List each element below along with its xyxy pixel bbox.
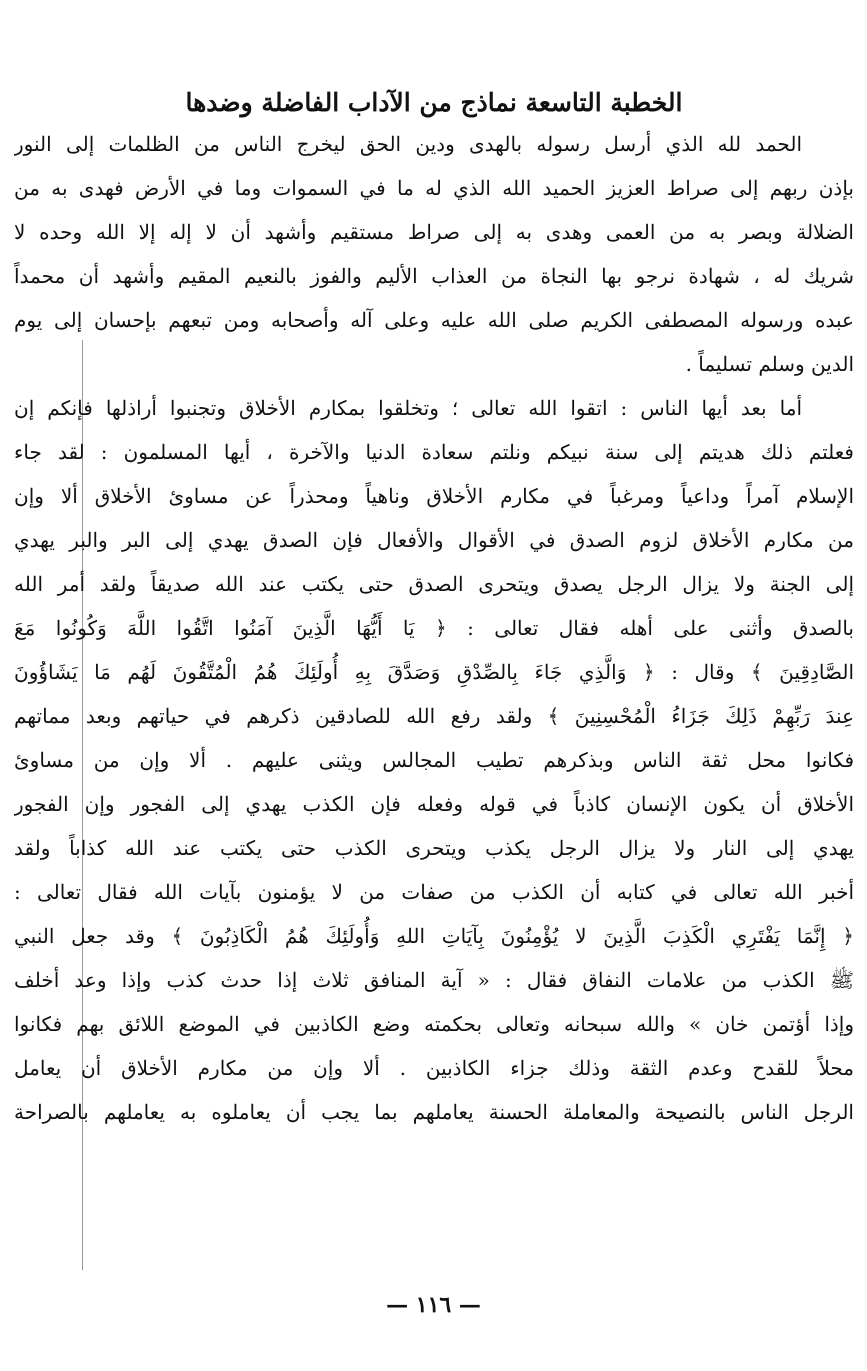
text-line: الأخلاق أن يكون الإنسان كاذباً في قوله وفعله فإن الكذب يهدي إلى الفجور وإن الفجور — [14, 792, 854, 816]
text-line: إلى الجنة ولا يزال الرجل يصدق ويتحرى الصدق حتى يكتب عند الله صديقاً ولقد أمر الله — [14, 572, 854, 596]
text-line: ﷺ الكذب من علامات النفاق فقال : « آية المنافق ثلاث إذا حدث كذب وإذا وعد أخلف — [14, 968, 854, 992]
text-line: عِندَ رَبِّهِمْ ذَلِكَ جَزَاءُ الْمُحْسِنِينَ ﴾ ولقد رفع الله للصادقين ذكرهم في حياتهم وبعد مماتهم — [14, 704, 854, 728]
text-line: شريك له ، شهادة نرجو بها النجاة من العذاب الأليم والفوز بالنعيم المقيم وأشهد أن محمداً — [14, 264, 854, 288]
paragraph-sermon — [14, 386, 854, 1134]
text-line: ﴿ إِنَّمَا يَفْتَرِي الْكَذِبَ الَّذِينَ لا يُؤْمِنُونَ بِآيَاتِ اللهِ وَأُولَئِكَ هُمُ الْكَاذِبُونَ ﴾ وقد جعل النبي — [14, 924, 854, 948]
page-body — [14, 86, 854, 1134]
text-line: الدين وسلم تسليماً . — [685, 352, 854, 376]
text-line: فعلتم ذلك هديتم إلى سنة نبيكم ونلتم سعادة الدنيا والآخرة ، أيها المسلمون : لقد جاء — [14, 440, 854, 464]
text-line: محلاً للقدح وعدم الثقة وذلك جزاء الكاذبين . ألا وإن من مكارم الأخلاق أن يعامل — [14, 1056, 854, 1080]
text-line: وإذا أؤتمن خان » والله سبحانه وتعالى بحكمته وضع الكاذبين في الموضع اللائق بهم فكانوا — [14, 1012, 854, 1036]
page-title: الخطبة التاسعة نماذج من الآداب الفاضلة وضدها — [185, 88, 683, 117]
text-line: الإسلام آمراً وداعياً ومرغباً في مكارم الأخلاق وناهياً ومحذراً عن مساوئ الأخلاق ألا وإن — [14, 484, 854, 508]
text-line: الصَّادِقِينَ ﴾ وقال : ﴿ وَالَّذِي جَاءَ بِالصِّدْقِ وَصَدَّقَ بِهِ أُولَئِكَ هُمُ الْمُتَّقُونَ لَهُم مَا يَشَاؤُونَ — [14, 660, 854, 684]
text-line: بإذن ربهم إلى صراط العزيز الحميد الله الذي له ما في السموات وما في الأرض فهدى به من — [14, 176, 854, 200]
text-line: عبده ورسوله المصطفى الكريم صلى الله عليه وعلى آله وأصحابه ومن تبعهم بإحسان إلى يوم — [14, 308, 854, 332]
page-number: — ١١٦ — — [386, 1292, 481, 1318]
paragraph-opening — [14, 122, 854, 386]
text-line: يهدي إلى النار ولا يزال الرجل يكذب ويتحرى الكذب حتى يكتب عند الله كذاباً ولقد — [14, 836, 854, 860]
text-line: الحمد لله الذي أرسل رسوله بالهدى ودين الحق ليخرج الناس من الظلمات إلى النور — [14, 132, 802, 156]
text-line: الضلالة وبصر به من العمى وهدى به إلى صراط مستقيم وأشهد أن لا إله إلا الله وحده لا — [14, 220, 854, 244]
text-line: أخبر الله تعالى في كتابه أن الكذب من صفات من لا يؤمنون بآيات الله فقال تعالى : — [14, 880, 854, 904]
text-line: من مكارم الأخلاق لزوم الصدق في الأقوال والأفعال فإن الصدق يهدي إلى البر والبر يهدي — [14, 528, 854, 552]
text-line: الرجل الناس بالنصيحة والمعاملة الحسنة يعاملهم بما يجب أن يعاملوه به يعاملهم بالصراحة — [14, 1100, 854, 1124]
text-line: بالصدق وأثنى على أهله فقال تعالى : ﴿ يَا أَيُّهَا الَّذِينَ آمَنُوا اتَّقُوا اللَّهَ وَكُونُوا مَعَ — [14, 616, 854, 640]
text-line: فكانوا محل ثقة الناس وبذكرهم تطيب المجالس ويثنى عليهم . ألا وإن من مساوئ — [14, 748, 854, 772]
text-line: أما بعد أيها الناس : اتقوا الله تعالى ؛ وتخلقوا بمكارم الأخلاق وتجنبوا أراذلها فإنكم إن — [14, 396, 803, 420]
